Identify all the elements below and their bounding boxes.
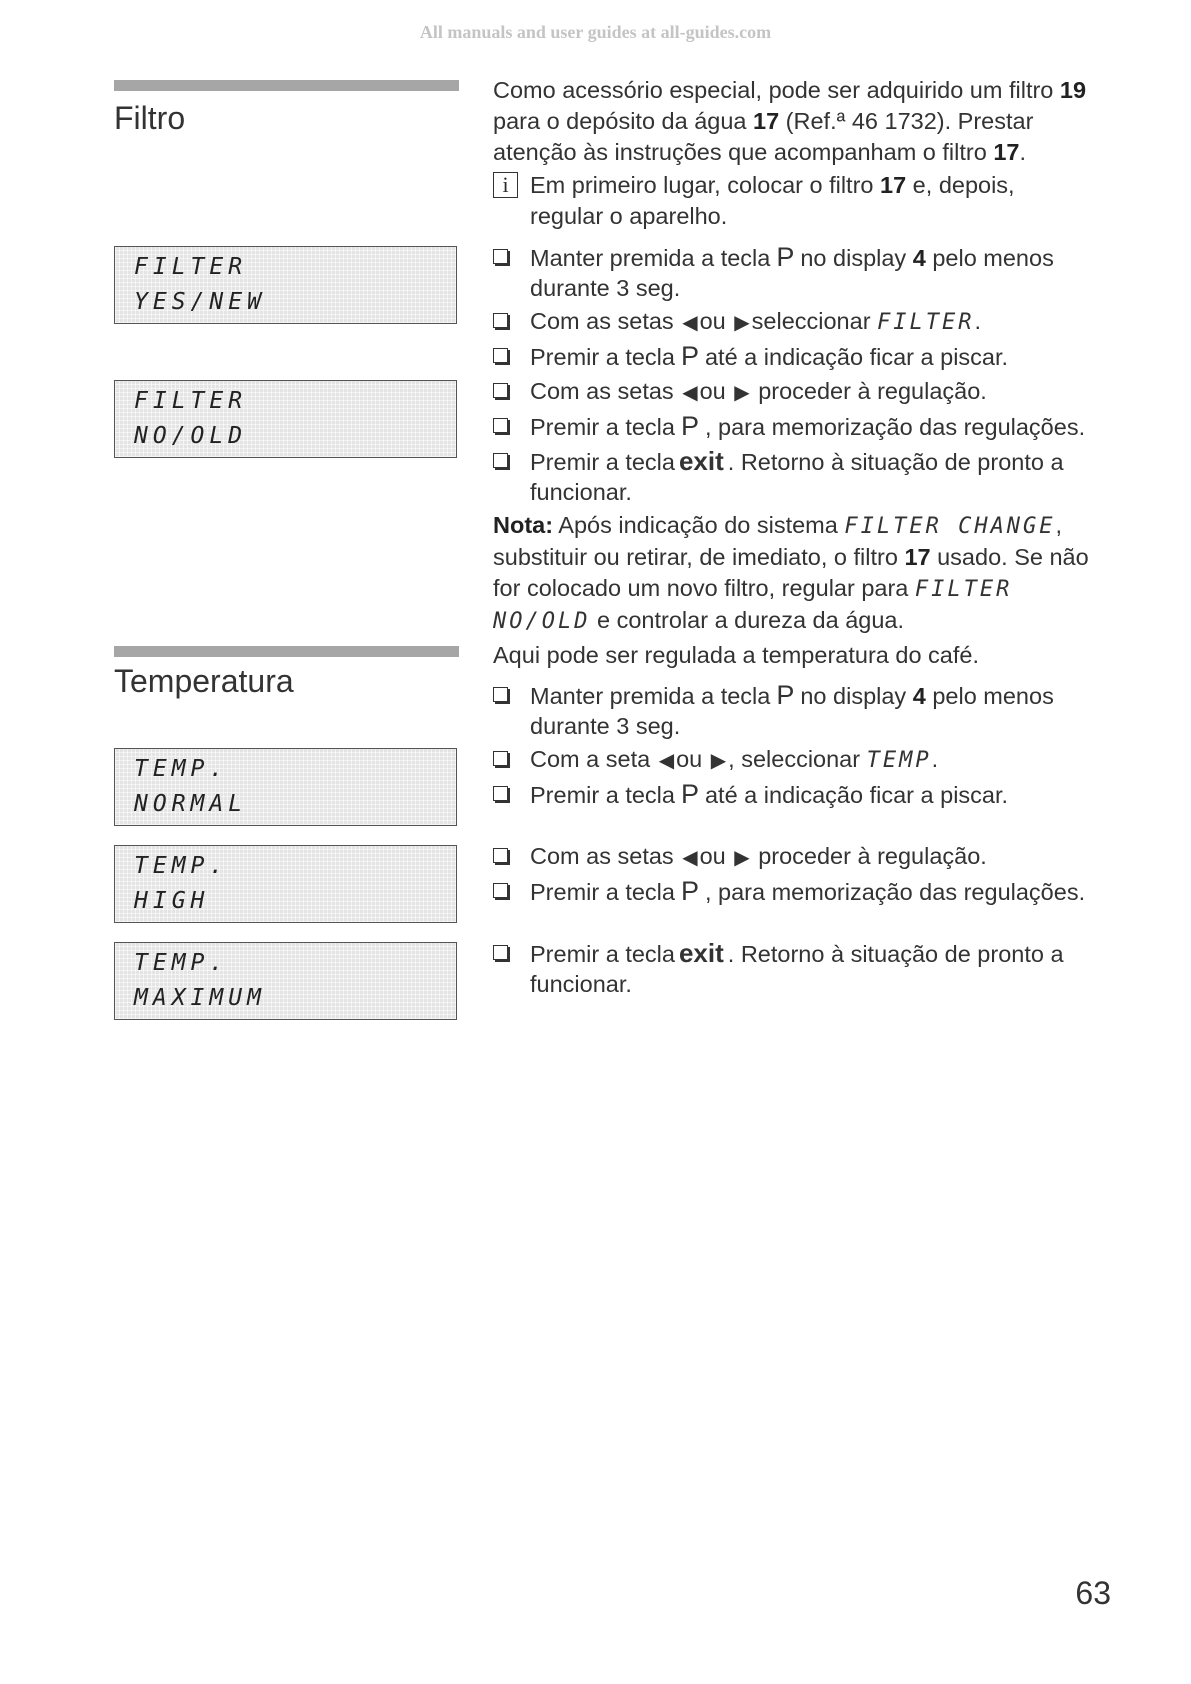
checkbox-bullet-icon — [493, 687, 508, 702]
arrow-right-icon: ▶ — [734, 382, 750, 404]
text: , seleccionar — [728, 746, 861, 772]
watermark: All manuals and user guides at all-guides.com — [419, 22, 772, 42]
key-exit-icon: exit — [678, 446, 724, 476]
checkbox-bullet-icon — [493, 751, 508, 766]
text: pelo menos durante 3 seg. — [530, 683, 1054, 739]
text: , substituir ou retirar, de imediato, o filtro — [493, 512, 1063, 570]
text: , para memorização das regulações. — [704, 879, 1086, 905]
arrow-left-icon: ◀ — [682, 312, 698, 334]
lcd-line: TEMP. — [134, 950, 229, 976]
lcd-line: TEMP. — [134, 853, 229, 879]
ref-number: 17 — [753, 108, 780, 134]
lcd-line: TEMP. — [134, 756, 229, 782]
info-icon: i — [493, 172, 518, 198]
text: Com a seta — [530, 746, 651, 772]
note-label: Nota: — [493, 512, 554, 538]
text: Premir a tecla — [530, 414, 675, 440]
text: Premir a tecla — [530, 344, 675, 370]
text: seleccionar — [751, 308, 871, 334]
lcd-temp-maximum — [114, 942, 457, 1020]
lcd-line: FILTER — [134, 254, 248, 280]
lcd-filter-yes-new — [114, 246, 457, 324]
checkbox-bullet-icon — [493, 945, 508, 960]
key-p-icon: P — [680, 876, 699, 906]
text: . Retorno à situação de pronto a funcionar. — [530, 941, 1064, 997]
filter-intro — [493, 75, 1113, 168]
page-number: 63 — [1075, 1575, 1111, 1611]
checkbox-bullet-icon — [493, 383, 508, 398]
lcd-text: FILTER CHANGE — [844, 514, 1056, 539]
lcd-filter-no-old — [114, 380, 457, 458]
lcd-line: YES/NEW — [134, 289, 266, 315]
arrow-right-icon: ▶ — [734, 312, 750, 334]
temp-step-1 — [493, 680, 1113, 741]
filter-step-6 — [493, 446, 1113, 507]
text: Premir a tecla — [530, 941, 675, 967]
text: ou — [676, 746, 703, 772]
lcd-line: MAXIMUM — [134, 985, 266, 1011]
lcd-text: FILTER NO/OLD — [493, 577, 1013, 634]
ref-number: 17 — [904, 544, 931, 570]
ref-number: 17 — [880, 172, 907, 198]
text: pelo menos durante 3 seg. — [530, 245, 1054, 301]
checkbox-bullet-icon — [493, 883, 508, 898]
text: até a indicação ficar a piscar. — [704, 782, 1009, 808]
filter-step-2 — [493, 306, 1113, 338]
text: proceder à regulação. — [758, 378, 987, 404]
ref-number: 17 — [993, 139, 1020, 165]
text: ou — [699, 378, 726, 404]
text: , para memorização das regulações. — [704, 414, 1086, 440]
filter-step-4 — [493, 376, 1113, 408]
text: Em primeiro lugar, colocar o filtro — [530, 172, 881, 198]
text: e controlar a dureza da água. — [597, 607, 905, 633]
text: Premir a tecla — [530, 879, 675, 905]
text: até a indicação ficar a piscar. — [704, 344, 1009, 370]
ref-number: 4 — [912, 245, 926, 271]
temp-step-6 — [493, 938, 1113, 999]
text: . — [1019, 139, 1026, 165]
key-p-icon: P — [776, 680, 795, 710]
key-p-icon: P — [776, 242, 795, 272]
text: . Retorno à situação de pronto a funcionar. — [530, 449, 1064, 505]
lcd-line: NO/OLD — [134, 423, 248, 449]
filter-step-3 — [493, 341, 1113, 372]
temp-step-3 — [493, 779, 1113, 810]
checkbox-bullet-icon — [493, 313, 508, 328]
temp-section-title: Temperatura — [114, 663, 294, 699]
arrow-right-icon: ▶ — [710, 750, 727, 772]
section-bar — [114, 80, 459, 91]
temp-step-4 — [493, 841, 1113, 873]
ref-number: 19 — [1059, 77, 1087, 103]
text: para o depósito da água — [493, 108, 754, 134]
text: Com as setas — [530, 308, 674, 334]
filter-step-5 — [493, 411, 1113, 442]
temp-intro — [493, 640, 1113, 671]
lcd-text: TEMP — [866, 748, 932, 773]
filter-info-note — [530, 170, 1090, 232]
text: Manter premida a tecla — [530, 683, 771, 709]
filter-section-title: Filtro — [114, 100, 186, 136]
checkbox-bullet-icon — [493, 848, 508, 863]
text: Com as setas — [530, 843, 674, 869]
text: Premir a tecla — [530, 782, 675, 808]
text: Aqui pode ser regulada a temperatura do café. — [493, 642, 979, 668]
key-exit-icon: exit — [678, 938, 724, 968]
text: Premir a tecla — [530, 449, 675, 475]
key-p-icon: P — [680, 779, 699, 809]
arrow-left-icon: ◀ — [682, 847, 698, 869]
lcd-text: FILTER — [877, 310, 975, 335]
ref-number: 4 — [912, 683, 926, 709]
lcd-temp-normal — [114, 748, 457, 826]
checkbox-bullet-icon — [493, 249, 508, 264]
arrow-right-icon: ▶ — [734, 847, 750, 869]
lcd-line: NORMAL — [134, 791, 248, 817]
checkbox-bullet-icon — [493, 348, 508, 363]
lcd-line: FILTER — [134, 388, 248, 414]
key-p-icon: P — [680, 341, 699, 371]
lcd-line: HIGH — [134, 888, 210, 914]
temp-step-2 — [493, 744, 1113, 776]
text: Como acessório especial, pode ser adquirido um filtro — [493, 77, 1060, 103]
checkbox-bullet-icon — [493, 786, 508, 801]
text: ou — [699, 308, 726, 334]
filter-note — [493, 510, 1113, 637]
arrow-left-icon: ◀ — [682, 382, 698, 404]
text: . — [931, 746, 939, 772]
text: usado. Se não for colocado um novo filtro, regular para — [493, 544, 1089, 601]
text: ou — [699, 843, 726, 869]
filter-step-1 — [493, 242, 1113, 303]
checkbox-bullet-icon — [493, 418, 508, 433]
text: (Ref.ª 46 1732). Prestar atenção às instruções que acompanham o filtro — [493, 108, 1034, 165]
checkbox-bullet-icon — [493, 453, 508, 468]
text: no display — [800, 245, 907, 271]
text: no display — [800, 683, 907, 709]
text: proceder à regulação. — [758, 843, 987, 869]
temp-step-5 — [493, 876, 1113, 907]
text: Após indicação do sistema — [558, 512, 838, 538]
text: Manter premida a tecla — [530, 245, 771, 271]
text: e, depois, regular o aparelho. — [530, 172, 1015, 229]
key-p-icon: P — [680, 411, 699, 441]
lcd-temp-high — [114, 845, 457, 923]
text: Com as setas — [530, 378, 674, 404]
text: . — [974, 308, 982, 334]
arrow-left-icon: ◀ — [658, 750, 675, 772]
section-bar — [114, 646, 459, 657]
